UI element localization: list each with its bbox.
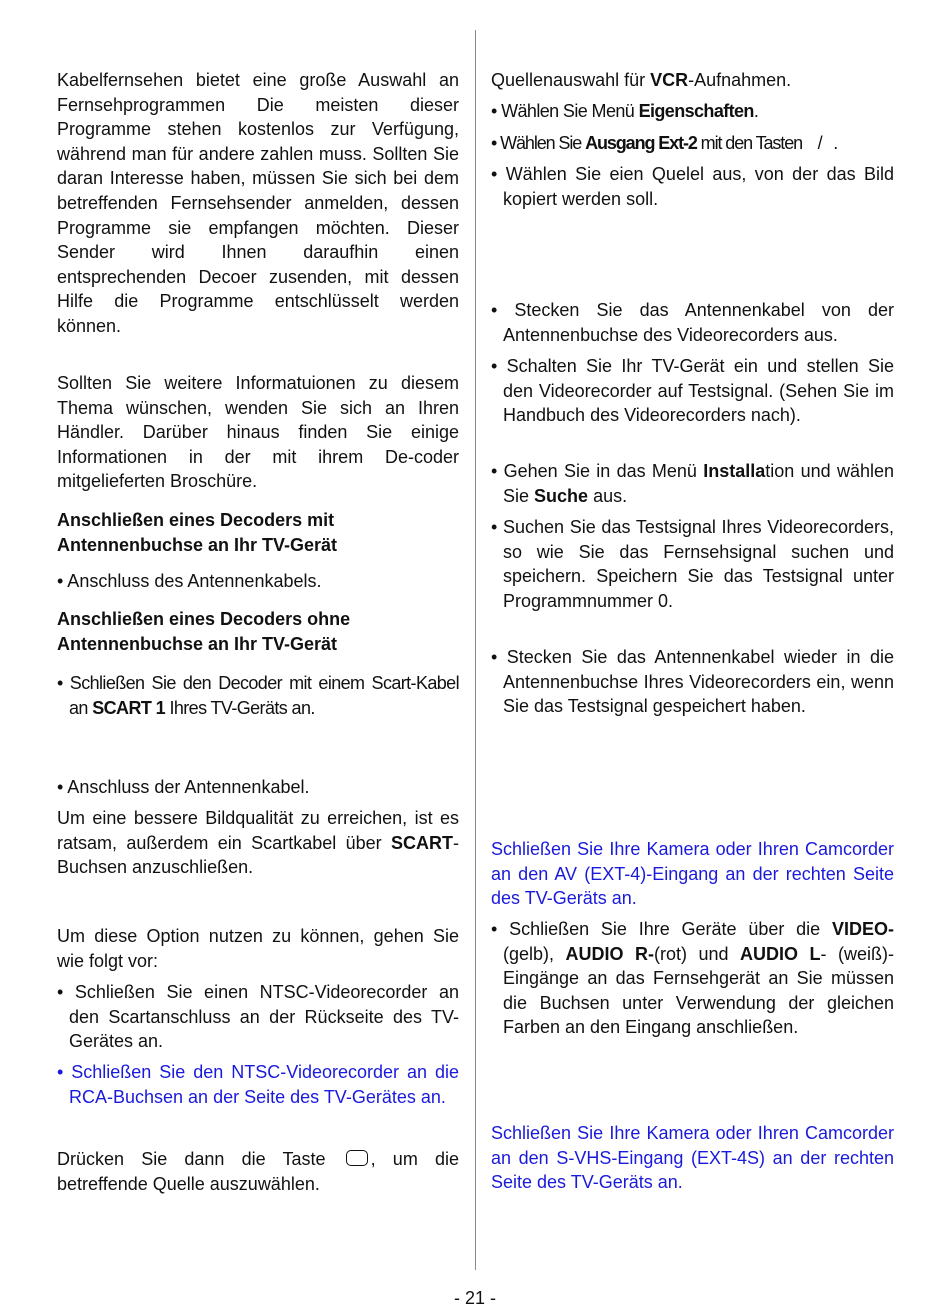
bullet-installation-search: • Gehen Sie in das Menü Installation und wählen Sie Suche aus. [491,461,894,506]
dealer-info-paragraph: Sollten Sie weitere Informatuionen zu diesem Thema wünschen, wenden Sie sich an Ihren Händler. Darüber hinaus finden Sie einige Informationen in der mit ihrem De-coder mitgelieferten Broschüre. [57,373,459,492]
bullet-output-ext2: • Wählen Sie Ausgang Ext-2 mit den Tasten / . [491,133,838,153]
heading-decoder-without-antenna: Anschließen eines Decoders ohne Antennenbuchse an Ihr TV-Gerät [57,609,351,654]
bullet-video-audio-inputs: • Schließen Sie Ihre Geräte über die VIDEO- (gelb), AUDIO R-(rot) und AUDIO L- (weiß)-Eingänge an das Fernsehgerät an Sie müssen die Buchsen unter Verwendung der gleichen Farben an den Eingang anschließen. [491,919,895,1038]
source-key-icon [346,1150,368,1166]
page-number: - 21 - [453,1288,496,1308]
bullet-antenna-cable: • Anschluss des Antennenkabels. [57,571,322,591]
camera-svhs-paragraph: Schließen Sie Ihre Kamera oder Ihren Camcorder an den S-VHS-Eingang (EXT-4S) an der rechten Seite des TV-Geräts an. [491,1123,894,1193]
cable-tv-intro-paragraph: Kabelfernsehen bietet eine große Auswahl an Fernsehprogrammen Die meisten dieser Programme stehen kostenlos zur Verfügung, während man für andere zahlen muss. Sollten Sie daran Interesse haben, müssen Sie sich bei dem betreffenden Fernsehsender anmelden, dessen Programme sie empfangen möchten. Dieser Sender wird Ihnen daraufhin einen entsprechenden Decoer zusenden, mit dessen Hilfe die Programme entschlüsselt werden können. [57,70,459,336]
bullet-search-test-signal: • Suchen Sie das Testsignal Ihres Videorecorders, so wie Sie das Fernsehsignal suchen und speichern. Speichern Sie das Testsignal unter Programmnummer 0. [491,517,894,611]
bullet-antenna-cables: • Anschluss der Antennenkabel. [57,777,310,797]
bullet-ntsc-rca: • Schließen Sie den NTSC-Videorecorder an die RCA-Buchsen an der Seite des TV-Gerätes an. [57,1062,459,1107]
column-divider [475,30,476,1270]
bullet-menu-properties: • Wählen Sie Menü Eigenschaften. [491,101,759,121]
bullet-replug-antenna: • Stecken Sie das Antennenkabel wieder in die Antennenbuchse Ihres Videorecorders ein, wenn Sie das Testsignal gespeichert haben. [491,647,894,717]
bullet-test-signal: • Schalten Sie Ihr TV-Gerät ein und stellen Sie den Videorecorder auf Testsignal. (Sehen Sie im Handbuch des Videorecorders nach). [491,356,894,426]
bullet-ntsc-scart: • Schließen Sie einen NTSC-Videorecorder an den Scartanschluss an der Rückseite des TV-Gerätes an. [57,982,459,1052]
bullet-select-source: • Wählen Sie eien Quelel aus, von der das Bild kopiert werden soll. [491,164,894,209]
source-key-paragraph: Drücken Sie dann die Taste , um die betreffende Quelle auszuwählen. [57,1149,459,1194]
camera-av-paragraph: Schließen Sie Ihre Kamera oder Ihren Camcorder an den AV (EXT-4)-Eingang an der rechten Seite des TV-Geräts an. [491,839,894,909]
vcr-source-paragraph: Quellenauswahl für VCR-Aufnahmen. [491,70,792,90]
picture-quality-paragraph: Um eine bessere Bildqualität zu erreichen, ist es ratsam, außerdem ein Scartkabel über SCART-Buchsen anzuschließen. [57,808,459,878]
ntsc-option-paragraph: Um diese Option nutzen zu können, gehen Sie wie folgt vor: [57,926,459,971]
heading-decoder-with-antenna: Anschließen eines Decoders mit Antennenbuchse an Ihr TV-Gerät [57,510,338,555]
bullet-scart-decoder: • Schließen Sie den Decoder mit einem Scart-Kabel an SCART 1 Ihres TV-Geräts an. [57,673,459,718]
bullet-unplug-antenna: • Stecken Sie das Antennenkabel von der Antennenbuchse des Videorecorders aus. [491,300,894,345]
